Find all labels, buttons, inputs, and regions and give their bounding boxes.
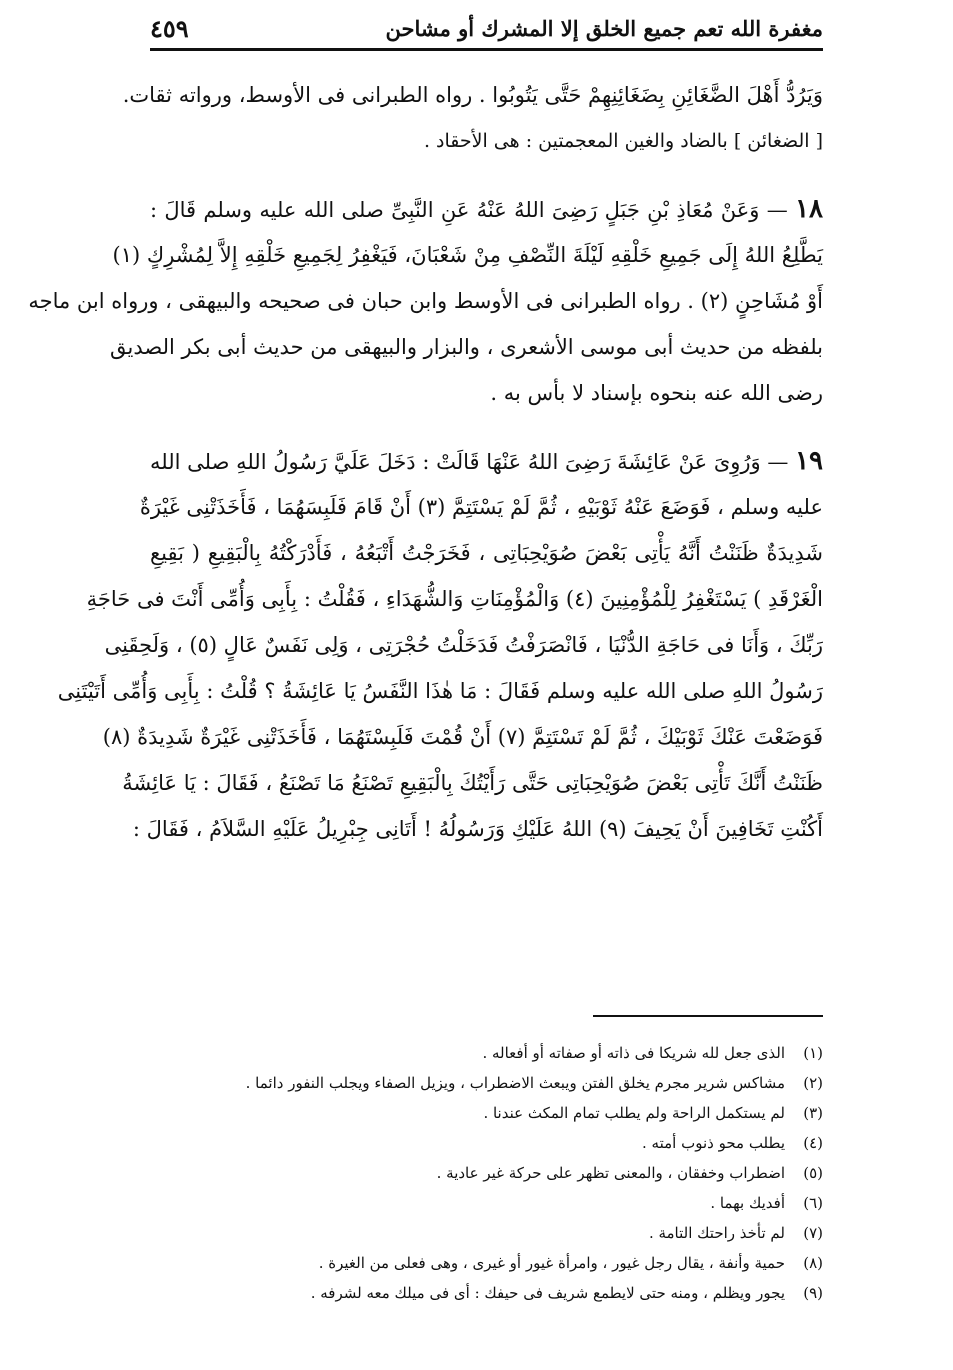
text-line: رضى الله عنه بنحوه بإسناد لا بأس به . [490,381,823,405]
main-text [28,78,823,858]
footnotes [150,1040,823,1310]
text-segment: — وَرُوِىَ عَنْ عَائِشَةَ رَضِىَ اللهُ عَنْهَا قَالَتْ : دَخَلَ عَلَيَّ رَسُولُ اللهِ صلى الله [150,450,789,474]
text-line: أَوْ مُشَاحِنٍ (٢) . رواه الطبرانى فى الأوسط وابن حبان فى صحيحه والبيهقى ، ورواه ابن ماجه [28,289,823,313]
text-line: يَطَّلِعُ اللهُ إِلَى جَمِيعِ خَلْقِهِ لَيْلَةَ النِّصْفِ مِنْ شَعْبَانَ، فَيَغْفِرُ لِجَمِيعِ خَلْقِهِ إِلاَّ لِمُشْرِكٍ (١) [112,243,823,267]
footnote [150,1100,823,1130]
footnote-text: لم يستكمل الراحة ولم يطلب تمام المكث عندنا . [483,1104,785,1122]
footnote-text: يجور ويظلم ، ومنه حتى لايطمع شريف فى حيفك : أى فى ميلك معه لشرفه . [310,1284,785,1302]
text-line: بلفظه من حديث أبى موسى الأشعرى ، والبزار والبيهقى من حديث أبى بكر الصديق [110,335,823,359]
running-header [150,8,823,51]
footnote [150,1220,823,1250]
footnote-number: (٥) [803,1164,823,1182]
footnote-text: أفديك بهما . [710,1194,785,1212]
footnote-text: يطلب محو ذنوب أمته . [642,1134,785,1152]
text-line: شَدِيدَةٌ ظَنَنْتُ أَنَّهُ يَأْتِى بَعْضَ صُوَيْحِبَاتِى ، فَخَرَجْتُ أَتْبَعُهُ ، فَأَدْرَكْتُهُ بِالْبَقِيعِ ( بَقِيعِ [150,541,823,565]
footnote [150,1190,823,1220]
text-line: عليه وسلم ، فَوَضَعَ عَنْهُ ثَوْبَيْهِ ، ثُمَّ لَمْ يَسْتَتِمَّ (٣) أَنْ قَامَ فَلَبِسَهُمَا ، فَأَخَذَتْنِى غَيْرَةٌ [139,495,823,519]
footnote-number: (٦) [803,1194,823,1212]
footnote-number: (٨) [803,1254,823,1272]
hadith-number: ١٩ [795,446,823,476]
header-title: مغفرة الله تعم جميع الخلق إلا المشرك أو مشاحن [385,15,823,41]
text-line: فَوَضَعْتَ عَنْكَ ثَوْبَيْكَ ، ثُمَّ لَمْ تَسْتَتِمَّ (٧) أَنْ قُمْتَ فَلَبِسْتَهُمَا ، فَأَخَذَتْنِى غَيْرَةٌ شَدِيدَةٌ (٨) [102,725,823,749]
hadith-18-first-line [150,192,823,238]
footnote-text: الذى جعل لله شريكا فى ذاته أو صفاته أو أفعاله . [482,1044,785,1062]
footnote-text: لم تأخذ راحتك التامة . [648,1224,785,1242]
hadith-number: ١٨ [795,194,823,224]
footnote [150,1250,823,1280]
footnote [150,1130,823,1160]
footnote [150,1160,823,1190]
footnote-separator [593,1015,823,1017]
footnote-number: (٢) [803,1074,823,1092]
text-line: وَيَرُدُّ أَهْلَ الضَّغَائِنِ بِضَغَائِنِهِمْ حَتَّى يَتُوبُوا . رواه الطبرانى فى الأوسط، ورواته ثقات. [122,83,823,107]
text-segment: — وَعَنْ مُعَاذِ بْنِ جَبَلٍ رَضِىَ اللهُ عَنْهُ عَنِ النَّبِىِّ صلى الله عليه وسلم قَالَ : [150,198,788,222]
text-line: أَكُنْتِ تَخَافِينَ أَنْ يَحِيفَ (٩) اللهُ عَلَيْكِ وَرَسُولُهُ ! أَتَانِى جِبْرِيلُ عَلَيْهِ السَّلاَمُ ، فَقَالَ : [132,817,823,841]
footnote-number: (١) [803,1044,823,1062]
footnote-number: (٩) [803,1284,823,1302]
footnote [150,1280,823,1310]
text-line: ظَنَنْتُ أَنَّكَ تَأْتِى بَعْضَ صُوَيْحِبَاتِى حَتَّى رَأَيْتُكَ بِالْبَقِيعِ تَصْنَعُ مَا تَصْنَعُ ، فَقَالَ : يَا عَائِشَةُ [122,771,823,795]
footnote-text: اضطراب وخفقان ، والمعنى تظهر على حركة غير عادية . [436,1164,785,1182]
text-line: الْغَرْقَدِ ) يَسْتَغْفِرُ لِلْمُؤْمِنِينَ (٤) وَالْمُؤْمِنَاتِ وَالشُّهَدَاءِ ، فَقُلْتُ : بِأَبِى وَأُمِّى أَنْتَ فى حَاجَةِ [86,587,823,611]
footnote-text: مشاكس شرير مجرم يخلق الفتن ويبعث الاضطراب ، ويزيل الصفاء ويجلب النفور دائما . [245,1074,785,1092]
footnote-number: (٣) [803,1104,823,1122]
footnote [150,1070,823,1100]
footnote-number: (٧) [803,1224,823,1242]
footnote-text: حمية وأنفة ، يقال رجل غيور ، وامرأة غيور أو غيرى ، وهى فعلى من الغيرة . [318,1254,785,1272]
page-number: ٤٥٩ [150,13,189,43]
text-line: رَبِّكَ ، وَأَنَا فى حَاجَةِ الدُّنْيَا ، فَانْصَرَفْتُ فَدَخَلْتُ حُجْرَتِى ، وَلِى نَفَسٌ عَالٍ (٥) ، وَلَحِقَنِى [104,633,823,657]
text-line: رَسُولُ اللهِ صلى الله عليه وسلم فَقَالَ : مَا هٰذَا النَّفَسُ يَا عَائِشَةُ ؟ قُلْتُ : بِأَبِى وَأُمِّى أَتَيْتَنِى [57,679,823,703]
footnote [150,1040,823,1070]
footnote-number: (٤) [803,1134,823,1152]
hadith-19-first-line [150,444,823,490]
text-line-gloss: [ الضغائن ] بالضاد والغين المعجمتين : هى الأحقاد . [423,130,823,152]
